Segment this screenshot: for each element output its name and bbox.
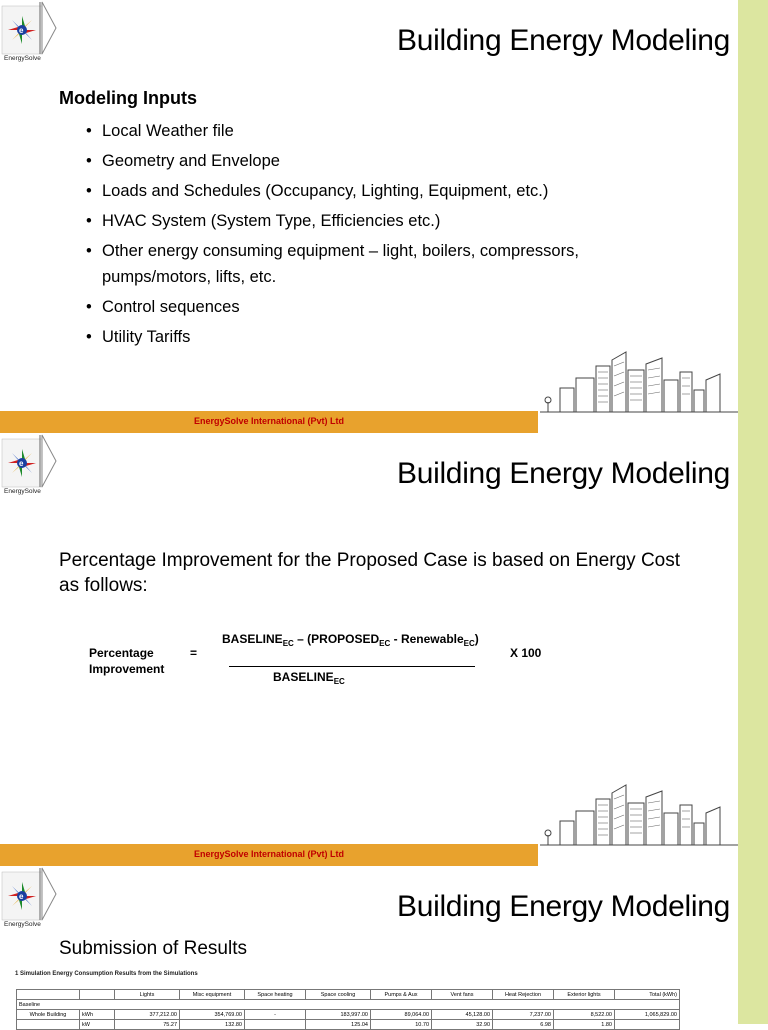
logo-mark-icon: [0, 433, 58, 489]
table-header-cell: Pumps & Aux: [371, 990, 432, 1000]
list-item: • Control sequences: [86, 294, 646, 320]
table-header-cell: Space heating: [245, 990, 306, 1000]
list-item: • Geometry and Envelope: [86, 148, 646, 174]
subscript: EC: [333, 677, 345, 686]
table-cell: 8,522.00: [554, 1010, 615, 1020]
table-cell: 125.04: [306, 1020, 371, 1030]
table-row: [17, 1020, 680, 1030]
table-cell: kW: [80, 1020, 115, 1030]
table-cell: 7,237.00: [493, 1010, 554, 1020]
table-header-cell: [17, 990, 80, 1000]
table-cell: 132.80: [180, 1020, 245, 1030]
numerator-term: – (PROPOSED: [293, 632, 380, 646]
list-item: • HVAC System (System Type, Efficiencies etc.): [86, 208, 646, 234]
table-header-cell: Lights: [115, 990, 180, 1000]
list-item: • Loads and Schedules (Occupancy, Lighting, Equipment, etc.): [86, 178, 646, 204]
equals-sign: =: [190, 646, 198, 660]
slide-modeling-inputs: [0, 0, 738, 433]
svg-text:e: e: [19, 892, 24, 901]
results-table: [16, 989, 680, 1030]
numerator-term: - Renewable: [390, 632, 464, 646]
slide-submission-of-results: [0, 866, 738, 1028]
table-cell: 377,212.00: [115, 1010, 180, 1020]
equation-label-line: Percentage: [89, 646, 154, 660]
modeling-inputs-list: [86, 118, 646, 354]
table-cell: 45,128.00: [432, 1010, 493, 1020]
table-header-cell: Total (kWh): [615, 990, 680, 1000]
equation-denominator: [273, 670, 345, 686]
list-item: • Other energy consuming equipment – light, boilers, compressors, pumps/motors, lifts, etc.: [86, 238, 646, 290]
table-cell: [245, 1020, 306, 1030]
slide-title: Building Energy Modeling: [396, 24, 730, 57]
list-item: • Utility Tariffs: [86, 324, 646, 350]
table-cell: 183,997.00: [306, 1010, 371, 1020]
subscript: EC: [282, 639, 294, 648]
section-heading: Modeling Inputs: [59, 88, 197, 108]
slide-title: Building Energy Modeling: [396, 457, 730, 490]
table-section-label: Baseline: [17, 1000, 680, 1010]
city-skyline-illustration: [540, 350, 738, 418]
footer-text: EnergySolve International (Pvt) Ltd: [193, 416, 345, 426]
description-paragraph: Percentage Improvement for the Proposed Case is based on Energy Cost as follows:: [59, 550, 681, 596]
svg-text:e: e: [19, 459, 24, 468]
subscript: EC: [463, 639, 475, 648]
table-cell: -: [245, 1010, 306, 1020]
table-cell: 1.80: [554, 1020, 615, 1030]
energysolve-logo: [0, 0, 58, 66]
equation-numerator: [222, 632, 479, 648]
multiplier: X 100: [510, 646, 542, 660]
table-cell: 1,065,829.00: [615, 1010, 680, 1020]
denominator-term: BASELINE: [273, 670, 334, 684]
table-cell: [17, 1020, 80, 1030]
table-cell: 354,769.00: [180, 1010, 245, 1020]
city-skyline-illustration: [540, 783, 738, 851]
table-cell: 6.98: [493, 1020, 554, 1030]
table-header-cell: Vent fans: [432, 990, 493, 1000]
numerator-term: BASELINE: [222, 632, 283, 646]
logo-text: EnergySolve: [4, 488, 41, 495]
fraction-bar: [229, 666, 475, 667]
energysolve-logo: [0, 866, 58, 932]
footer-bar: [0, 844, 538, 866]
table-header-cell: Misc equipment: [180, 990, 245, 1000]
logo-mark-icon: [0, 0, 58, 56]
equation-label: [89, 645, 164, 677]
list-item: • Local Weather file: [86, 118, 646, 144]
table-cell: 10.70: [371, 1020, 432, 1030]
logo-text: EnergySolve: [4, 55, 41, 62]
numerator-term: ): [474, 632, 479, 646]
footer-text: EnergySolve International (Pvt) Ltd: [193, 849, 345, 859]
table-header-cell: Heat Rejection: [493, 990, 554, 1000]
table-cell: 89,064.00: [371, 1010, 432, 1020]
table-section-row: [17, 1000, 680, 1010]
svg-text:e: e: [19, 26, 24, 35]
table-caption: 1 Simulation Energy Consumption Results from the Simulations: [15, 971, 198, 977]
table-cell: 75.27: [115, 1020, 180, 1030]
table-row: [17, 1010, 680, 1020]
slide-percentage-improvement: [0, 433, 738, 866]
table-cell: [615, 1020, 680, 1030]
table-header-cell: Space cooling: [306, 990, 371, 1000]
right-accent-band: [738, 0, 768, 1024]
footer-bar: [0, 411, 538, 433]
equation-label-line: Improvement: [89, 662, 165, 676]
section-heading: Submission of Results: [59, 938, 247, 959]
table-header-cell: [80, 990, 115, 1000]
table-cell: kWh: [80, 1010, 115, 1020]
table-cell: Whole Building: [17, 1010, 80, 1020]
logo-mark-icon: [0, 866, 58, 922]
slide-title: Building Energy Modeling: [396, 890, 730, 923]
table-cell: 32.90: [432, 1020, 493, 1030]
table-header-cell: Exterior lights: [554, 990, 615, 1000]
subscript: EC: [379, 639, 391, 648]
energysolve-logo: [0, 433, 58, 499]
logo-text: EnergySolve: [4, 921, 41, 928]
table-header-row: [17, 990, 680, 1000]
